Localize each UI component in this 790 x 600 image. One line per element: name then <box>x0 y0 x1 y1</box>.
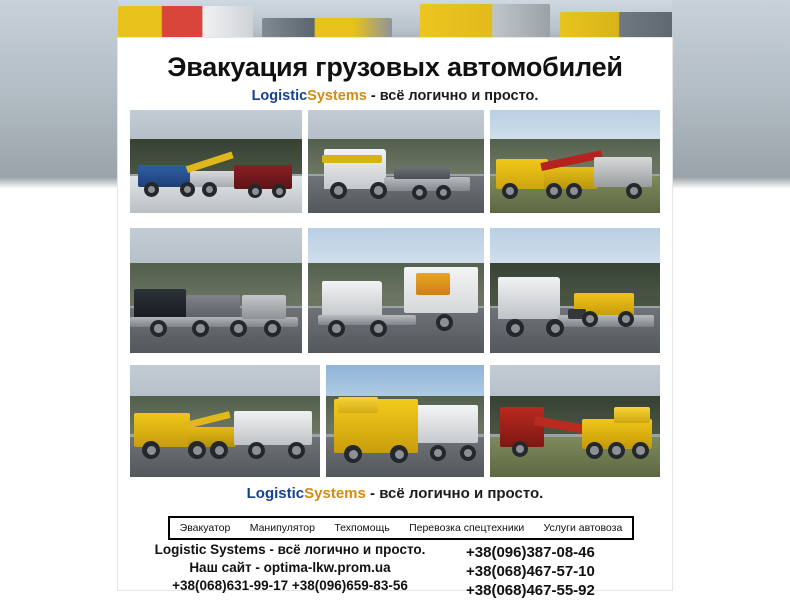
truck-wheel <box>502 183 518 199</box>
brand-systems: Systems <box>307 88 367 104</box>
truck-wheel <box>272 184 286 198</box>
truck-wheel <box>150 320 167 337</box>
truck-wheel <box>230 320 247 337</box>
service-item-evacuator: Эвакуатор <box>179 522 231 534</box>
truck-wheel <box>370 320 387 337</box>
truck-wheel <box>430 445 446 461</box>
photo-tow-truck-loading-dump-truck-winter <box>130 110 302 213</box>
photo-row-2 <box>130 228 660 353</box>
truck-wheel <box>632 442 649 459</box>
truck-wheel <box>344 445 362 463</box>
truck-wheel <box>586 442 603 459</box>
loaded-cab <box>242 295 286 319</box>
towed-white-truck <box>234 411 312 445</box>
truck-wheel <box>248 442 265 459</box>
truck-wheel <box>248 184 262 198</box>
truck-wheel <box>210 441 228 459</box>
contacts-phone-3: +38(068)467-55-92 <box>466 582 595 599</box>
tagline-bottom <box>118 485 672 502</box>
flatbed-deck <box>384 177 470 191</box>
services-bar <box>168 516 634 540</box>
tagline-top <box>118 88 672 104</box>
background-left-margin <box>0 0 118 590</box>
service-item-manipulator: Манипулятор <box>249 522 315 534</box>
contacts-left-block <box>120 541 460 595</box>
loaded-chassis <box>394 167 450 179</box>
tow-truck-cab-roof <box>338 397 378 413</box>
truck-wheel <box>506 319 524 337</box>
contacts-phones-left: +38(068)631-99-17 +38(096)659-83-56 <box>172 578 408 593</box>
contacts-phone-1: +38(096)387-08-46 <box>466 544 595 561</box>
dark-truck-cab <box>134 289 186 319</box>
truck-wheel <box>390 445 408 463</box>
brand-logistic: Logistic <box>251 88 308 104</box>
photo-tow-truck-with-white-box-truck <box>308 228 484 353</box>
tagline-bottom-rest: - всё логично и просто. <box>365 485 544 502</box>
service-item-car-carrier: Услуги автовоза <box>543 522 623 534</box>
brand-systems: Systems <box>304 485 366 502</box>
truck-wheel <box>566 183 582 199</box>
yellow-tow-truck-cab <box>134 413 190 447</box>
truck-wheel <box>460 445 476 461</box>
photo-yellow-tow-truck-and-white-truck-on-road <box>326 365 484 477</box>
truck-wheel <box>144 182 159 197</box>
truck-wheel <box>142 441 160 459</box>
lifted-truck <box>594 157 652 187</box>
contacts-phone-2: +38(068)467-57-10 <box>466 563 595 580</box>
truck-wheel <box>546 183 562 199</box>
service-item-special-equipment-transport: Перевозка спецтехники <box>409 522 525 534</box>
contacts-right-block <box>466 543 666 600</box>
photo-yellow-tow-truck-towing-white-truck <box>130 365 320 477</box>
truck-wheel <box>180 182 195 197</box>
truck-wheel <box>412 185 427 200</box>
page-title: Эвакуация грузовых автомобилей <box>167 52 623 82</box>
tow-truck-cab <box>322 281 382 319</box>
poster-sheet <box>118 38 672 599</box>
box-logo-panel <box>416 273 450 295</box>
truck-wheel <box>608 442 625 459</box>
wrecker-cab <box>614 407 650 423</box>
truck-wheel <box>436 185 451 200</box>
truck-wheel <box>436 314 453 331</box>
photo-tow-truck-with-wheel-loader <box>490 228 660 353</box>
truck-wheel <box>330 182 347 199</box>
photo-yellow-heavy-wrecker-lifting-truck <box>490 110 660 213</box>
truck-wheel <box>188 441 206 459</box>
white-truck <box>412 405 478 443</box>
photo-flatbed-carrying-truck-cabs <box>130 228 302 353</box>
loader-wheel <box>582 311 598 327</box>
truck-wheel <box>546 319 564 337</box>
loader-wheel <box>618 311 634 327</box>
truck-wheel <box>288 442 305 459</box>
truck-wheel <box>512 441 528 457</box>
photo-red-heavy-wrecker-lifting-truck <box>490 365 660 477</box>
service-item-tech-help: Техпомощь <box>334 522 390 534</box>
brand-logistic: Logistic <box>246 485 305 502</box>
truck-wheel <box>264 320 281 337</box>
truck-wheel <box>202 182 217 197</box>
truck-wheel <box>328 320 345 337</box>
contacts-website: Наш сайт - optima-lkw.prom.ua <box>189 560 391 575</box>
photo-white-man-truck-on-flatbed <box>308 110 484 213</box>
background-right-margin <box>672 0 790 590</box>
truck-wheel <box>626 183 642 199</box>
truck-wheel <box>192 320 209 337</box>
photo-row-3 <box>130 365 660 477</box>
cab-stripe <box>322 155 382 163</box>
tagline-top-rest: - всё логично и просто. <box>366 88 539 104</box>
truck-wheel <box>370 182 387 199</box>
tow-truck-cab <box>498 277 560 319</box>
photo-row-1 <box>130 110 660 213</box>
contacts-slogan: Logistic Systems - всё логично и просто. <box>154 542 426 557</box>
